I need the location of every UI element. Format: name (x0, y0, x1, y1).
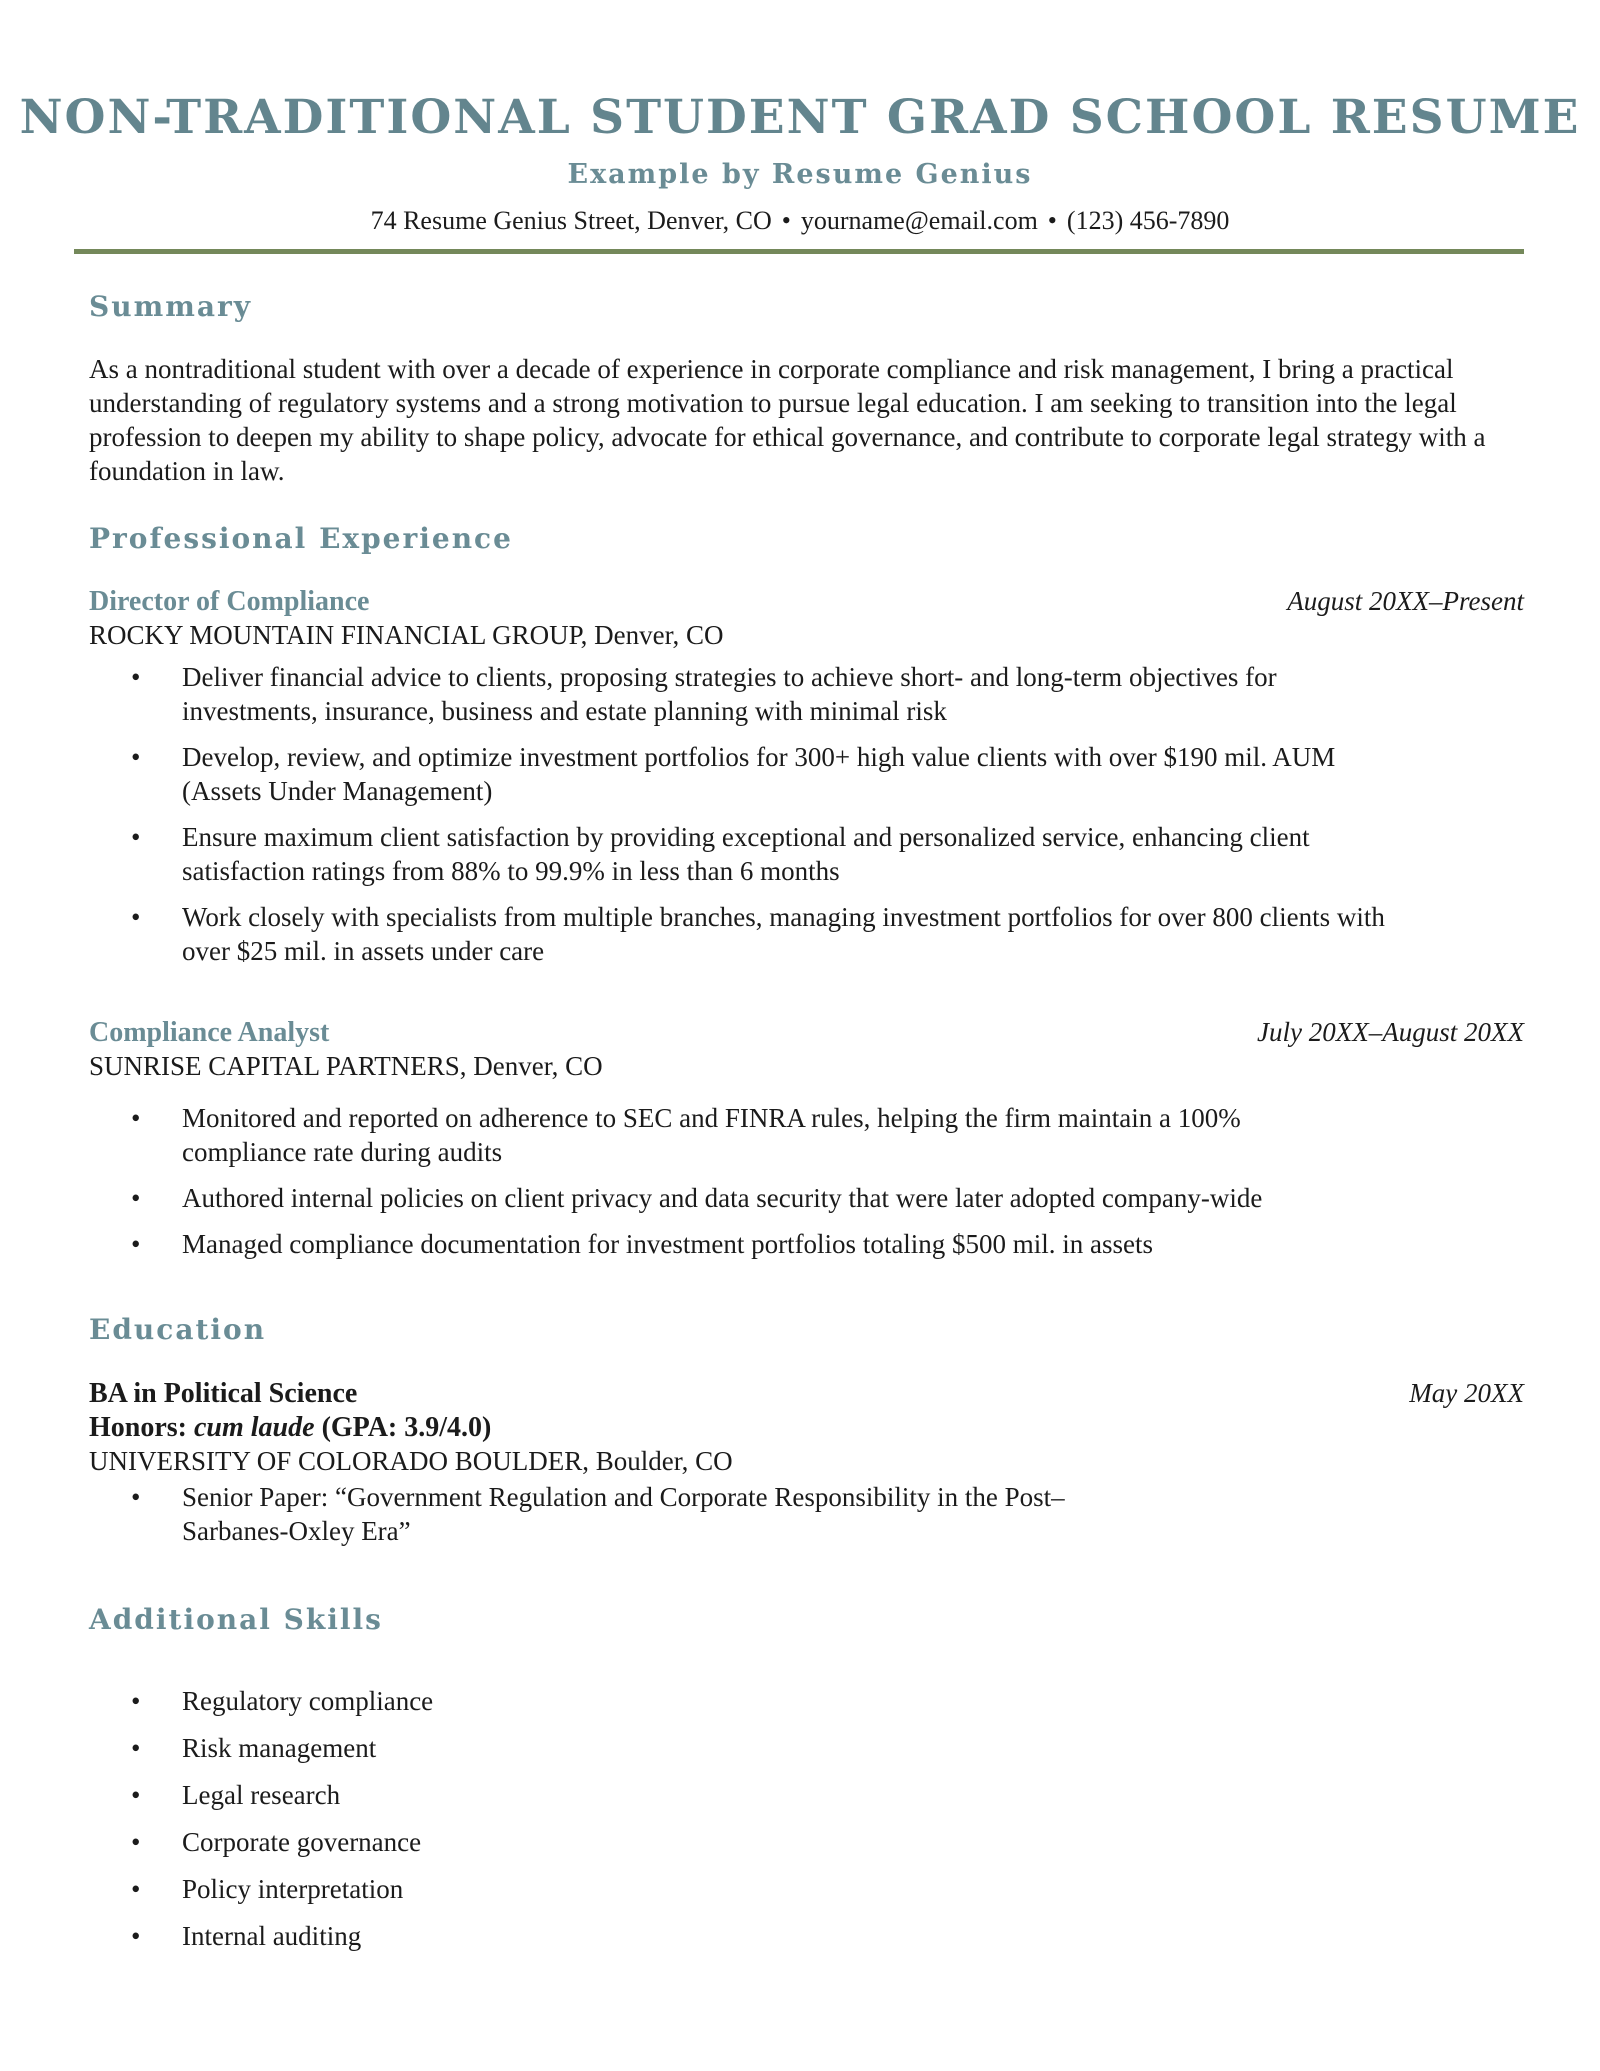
list-item: • Senior Paper: “Government Regulation and Corporate Responsibility in the Post–Sarbanes-Oxley Era” (89, 1480, 1139, 1548)
resume-subtitle: Example by Resume Genius (567, 159, 1033, 190)
job-company: SUNRISE CAPITAL PARTNERS, Denver, CO (89, 1051, 603, 1081)
education-honors (89, 1412, 491, 1444)
list-item: • Ensure maximum client satisfaction by providing exceptional and personalized service, enhancing client satisfaction ratings from 88% to 99.9% in less than 6 months (89, 820, 1389, 888)
summary-heading: Summary (89, 290, 252, 323)
education-degree: BA in Political Science (89, 1378, 358, 1409)
list-item: • Managed compliance documentation for investment portfolios totaling $500 mil. in assets (89, 1227, 1389, 1261)
contact-address: 74 Resume Genius Street, Denver, CO (370, 206, 772, 235)
job-dates: August 20XX–Present (1287, 586, 1524, 616)
job-bullets (89, 660, 1389, 968)
job-title: Director of Compliance (89, 586, 370, 617)
skill-item: • Regulatory compliance (89, 1684, 1449, 1718)
skill-item: • Risk management (89, 1731, 1449, 1765)
skills-heading: Additional Skills (89, 1603, 383, 1636)
skill-item: • Policy interpretation (89, 1872, 1449, 1906)
list-item: • Develop, review, and optimize investment portfolios for 300+ high value clients with over $190 mil. AUM (Assets Under Management) (89, 740, 1389, 808)
skills-list (89, 1684, 1449, 1953)
contact-separator: • (1047, 206, 1057, 235)
education-date: May 20XX (1409, 1378, 1524, 1408)
list-item: • Work closely with specialists from multiple branches, managing investment portfolios for over 800 clients with over $25 mil. in assets under care (89, 900, 1389, 968)
list-item: • Deliver financial advice to clients, proposing strategies to achieve short- and long-term objectives for investments, insurance, business and estate planning with minimal risk (89, 660, 1389, 728)
skill-item: • Corporate governance (89, 1825, 1449, 1859)
education-school: UNIVERSITY OF COLORADO BOULDER, Boulder, CO (89, 1446, 733, 1476)
contact-separator: • (781, 206, 791, 235)
summary-text: As a nontraditional student with over a decade of experience in corporate compliance and risk management, I bring a practical understanding of regulatory systems and a strong motivation to pursue legal education. I am seeking to transition into the legal profession to deepen my ability to shape policy, advocate for ethical governance, and contribute to corporate legal strategy with a foundation in law. (89, 354, 1486, 486)
education-bullets (89, 1480, 1139, 1548)
contact-line (0, 206, 1600, 236)
experience-heading: Professional Experience (89, 522, 513, 555)
education-gpa: (GPA: 3.9/4.0) (321, 1412, 492, 1443)
honors-label: Honors: (89, 1412, 187, 1443)
skill-item: • Legal research (89, 1778, 1449, 1812)
honors-value: cum laude (194, 1412, 315, 1443)
skill-item: • Internal auditing (89, 1919, 1449, 1953)
job-title: Compliance Analyst (89, 1017, 330, 1048)
education-heading: Education (89, 1313, 267, 1346)
resume-title: NON-TRADITIONAL STUDENT GRAD SCHOOL RESUME (19, 90, 1581, 145)
list-item: • Authored internal policies on client privacy and data security that were later adopted company-wide (89, 1181, 1389, 1215)
contact-email: yourname@email.com (800, 206, 1038, 235)
job-company: ROCKY MOUNTAIN FINANCIAL GROUP, Denver, CO (89, 620, 724, 650)
job-dates: July 20XX–August 20XX (1257, 1017, 1524, 1047)
job-bullets (89, 1101, 1389, 1261)
contact-phone: (123) 456-7890 (1066, 206, 1230, 235)
list-item: • Monitored and reported on adherence to SEC and FINRA rules, helping the firm maintain a 100% compliance rate during audits (89, 1101, 1389, 1169)
header-divider (74, 249, 1524, 254)
